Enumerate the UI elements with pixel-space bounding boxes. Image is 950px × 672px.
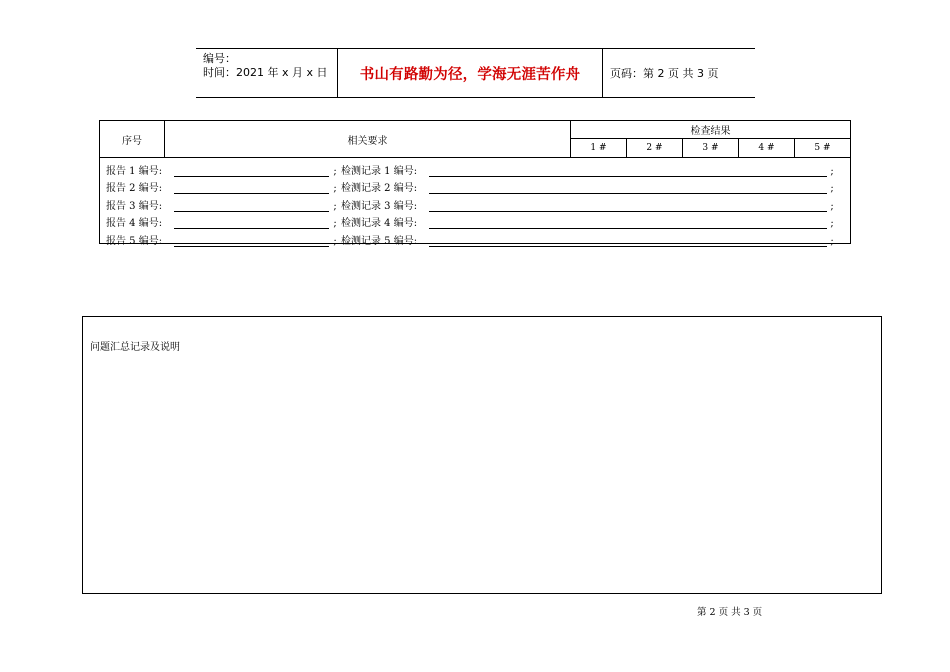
record-number-field[interactable] [429,200,827,212]
result-subcolumns [571,139,850,157]
terminator: ; [830,183,834,194]
problem-summary-title: 问题汇总记录及说明 [90,342,180,353]
inspection-table [99,120,851,247]
table-row [106,194,846,212]
separator: ; [333,183,337,194]
document-header [196,48,755,98]
table-row [106,177,846,195]
inspection-rows [106,159,846,247]
problem-summary-box[interactable] [82,316,882,594]
column-header-seq: 序号 [100,121,165,157]
separator: ; [333,218,337,229]
report-number-field[interactable] [174,200,329,212]
record-number-field[interactable] [429,217,827,229]
record-label: 检测记录 4 编号: [341,218,418,229]
header-meta [196,49,338,97]
record-number-field[interactable] [429,235,827,247]
report-number-field[interactable] [174,217,329,229]
table-row [106,229,846,247]
report-label: 报告 1 编号: [106,165,163,177]
page-footer: 第 2 页 共 3 页 [697,607,763,618]
header-motto: 书山有路勤为径，学海无涯苦作舟 [338,49,603,97]
header-page-info: 页码：第 2 页 共 3 页 [610,67,719,80]
terminator: ; [830,200,834,212]
report-label: 报告 3 编号: [106,200,163,212]
report-number-field[interactable] [174,235,329,247]
table-row [106,212,846,230]
result-column-3: 3 # [683,139,739,157]
column-header-requirements: 相关要求 [165,121,571,157]
record-label: 检测记录 1 编号: [341,165,418,177]
inspection-table-header [100,121,850,158]
report-number-field[interactable] [174,182,329,194]
result-column-1: 1 # [571,139,627,157]
record-label: 检测记录 5 编号: [341,235,418,247]
column-header-results-group [571,121,850,157]
terminator: ; [830,165,834,177]
report-label: 报告 5 编号: [106,235,163,247]
number-label: 编号： [203,52,236,65]
time-label: 时间：2021 年 x 月 x 日 [203,66,328,79]
report-label: 报告 2 编号: [106,183,163,194]
table-row [106,159,846,177]
record-number-field[interactable] [429,182,827,194]
record-label: 检测记录 3 编号: [341,200,418,212]
result-column-4: 4 # [739,139,795,157]
terminator: ; [830,218,834,229]
record-label: 检测记录 2 编号: [341,183,418,194]
record-number-field[interactable] [429,165,827,177]
column-header-results: 检查结果 [571,121,850,139]
separator: ; [333,200,337,212]
result-column-5: 5 # [814,143,831,153]
terminator: ; [830,235,834,247]
separator: ; [333,165,337,177]
report-number-field[interactable] [174,165,329,177]
result-column-2: 2 # [627,139,683,157]
separator: ; [333,235,337,247]
report-label: 报告 4 编号: [106,218,163,229]
